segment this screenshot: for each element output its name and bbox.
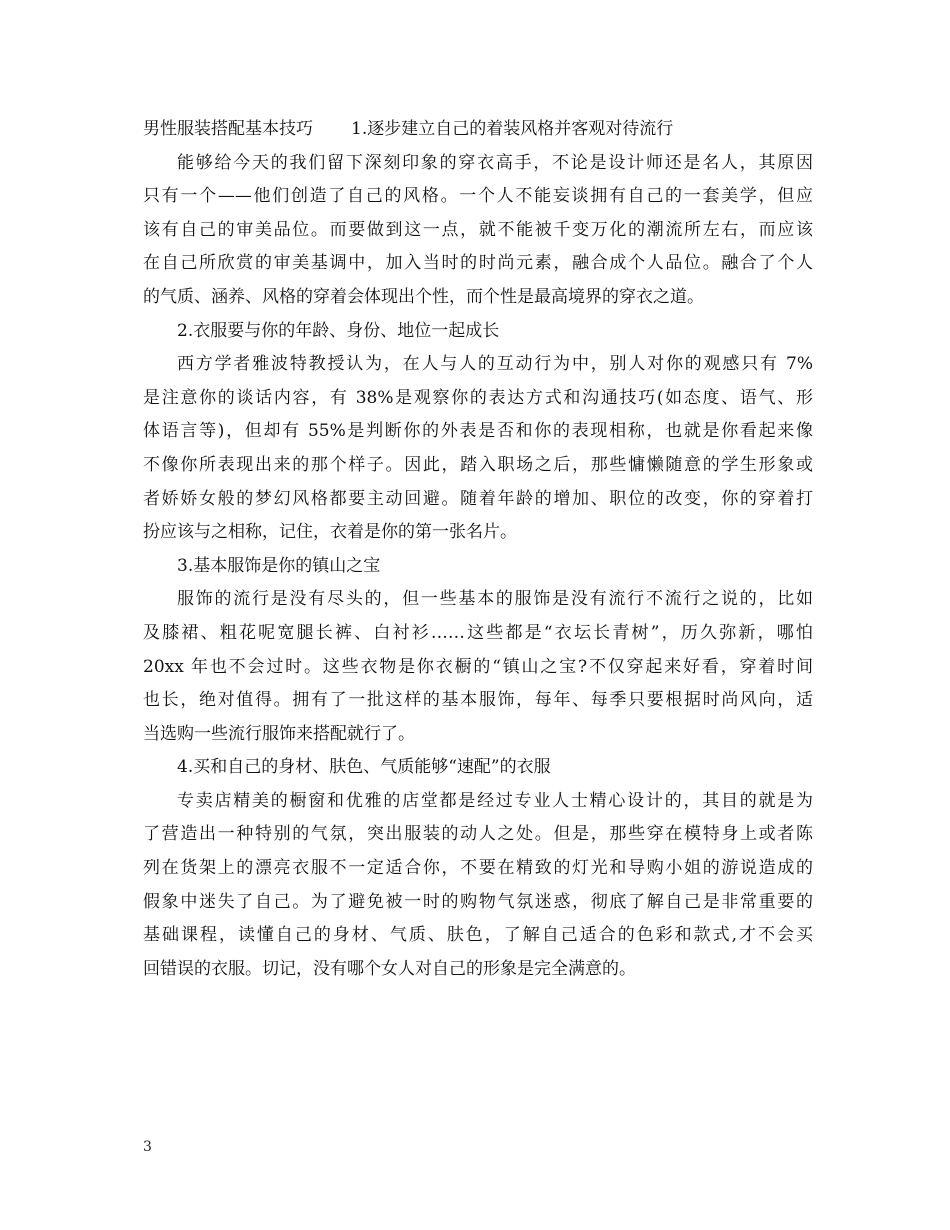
section-heading-2: 2.衣服要与你的年龄、身份、地位一起成长 [177,320,500,341]
paragraph-line: 在自己所欣赏的审美基调中，加入当时的时尚元素，融合成个人品位。融合了个人 [143,253,813,274]
paragraph-line: 当选购一些流行服饰来搭配就行了。 [143,723,415,744]
page-number: 3 [143,1139,152,1155]
paragraph-line: 也长，绝对值得。拥有了一批这样的基本服饰，每年、每季只要根据时尚风向，适 [143,690,813,711]
paragraph-line: 专卖店精美的橱窗和优雅的店堂都是经过专业人士精心设计的，其目的就是为 [177,790,813,811]
paragraph-line: 扮应该与之相称，记住，衣着是你的第一张名片。 [143,522,517,543]
paragraph-line: 是注意你的谈话内容，有 38%是观察你的表达方式和沟通技巧(如态度、语气、形 [143,387,813,408]
paragraph-line: 者娇娇女般的梦幻风格都要主动回避。随着年龄的增加、职位的改变，你的穿着打 [143,488,813,509]
paragraph-line: 西方学者雅波特教授认为，在人与人的互动行为中，别人对你的观感只有 7% [177,354,813,375]
paragraph-line: 回错误的衣服。切记，没有哪个女人对自己的形象是完全满意的。 [143,958,636,979]
paragraph-line: 基础课程，读懂自己的身材、气质、肤色，了解自己适合的色彩和款式,才不会买 [143,925,813,946]
paragraph-line: 20xx 年也不会过时。这些衣物是你衣橱的“镇山之宝?不仅穿起来好看，穿着时间 [143,656,813,677]
section-heading-3: 3.基本服饰是你的镇山之宝 [177,555,381,576]
section-heading-4: 4.买和自己的身材、肤色、气质能够“速配”的衣服 [177,757,551,778]
document-title: 男性服装搭配基本技巧 [143,119,313,139]
paragraph-line: 及膝裙、粗花呢宽腿长裤、白衬衫……这些都是“衣坛长青树”，历久弥新，哪怕 [143,622,813,643]
paragraph-line: 假象中迷失了自己。为了避免被一时的购物气氛迷惑，彻底了解自己是非常重要的 [143,891,813,912]
paragraph-line: 了营造出一种特别的气氛，突出服装的动人之处。但是，那些穿在模特身上或者陈 [143,824,813,845]
title-line [143,113,813,147]
paragraph-line: 该有自己的审美品位。而要做到这一点，就不能被千变万化的潮流所左右，而应该 [143,219,813,240]
paragraph-line: 能够给今天的我们留下深刻印象的穿衣高手，不论是设计师还是名人，其原因 [177,152,813,173]
document-body [143,113,813,986]
paragraph-line: 的气质、涵养、风格的穿着会体现出个性，而个性是最高境界的穿衣之道。 [143,286,704,307]
section-heading-1: 1.逐步建立自己的着装风格并客观对待流行 [351,119,674,139]
paragraph-line: 体语言等)，但却有 55%是判断你的外表是否和你的表现相称，也就是你看起来像 [143,421,813,442]
paragraph-line: 列在货架上的漂亮衣服不一定适合你，不要在精致的灯光和导购小姐的游说造成的 [143,858,813,879]
paragraph-line: 只有一个——他们创造了自己的风格。一个人不能妄谈拥有自己的一套美学，但应 [143,186,813,207]
paragraph-line: 不像你所表现出来的那个样子。因此，踏入职场之后，那些慵懒随意的学生形象或 [143,454,813,475]
paragraph-line: 服饰的流行是没有尽头的，但一些基本的服饰是没有流行不流行之说的，比如 [177,589,813,610]
